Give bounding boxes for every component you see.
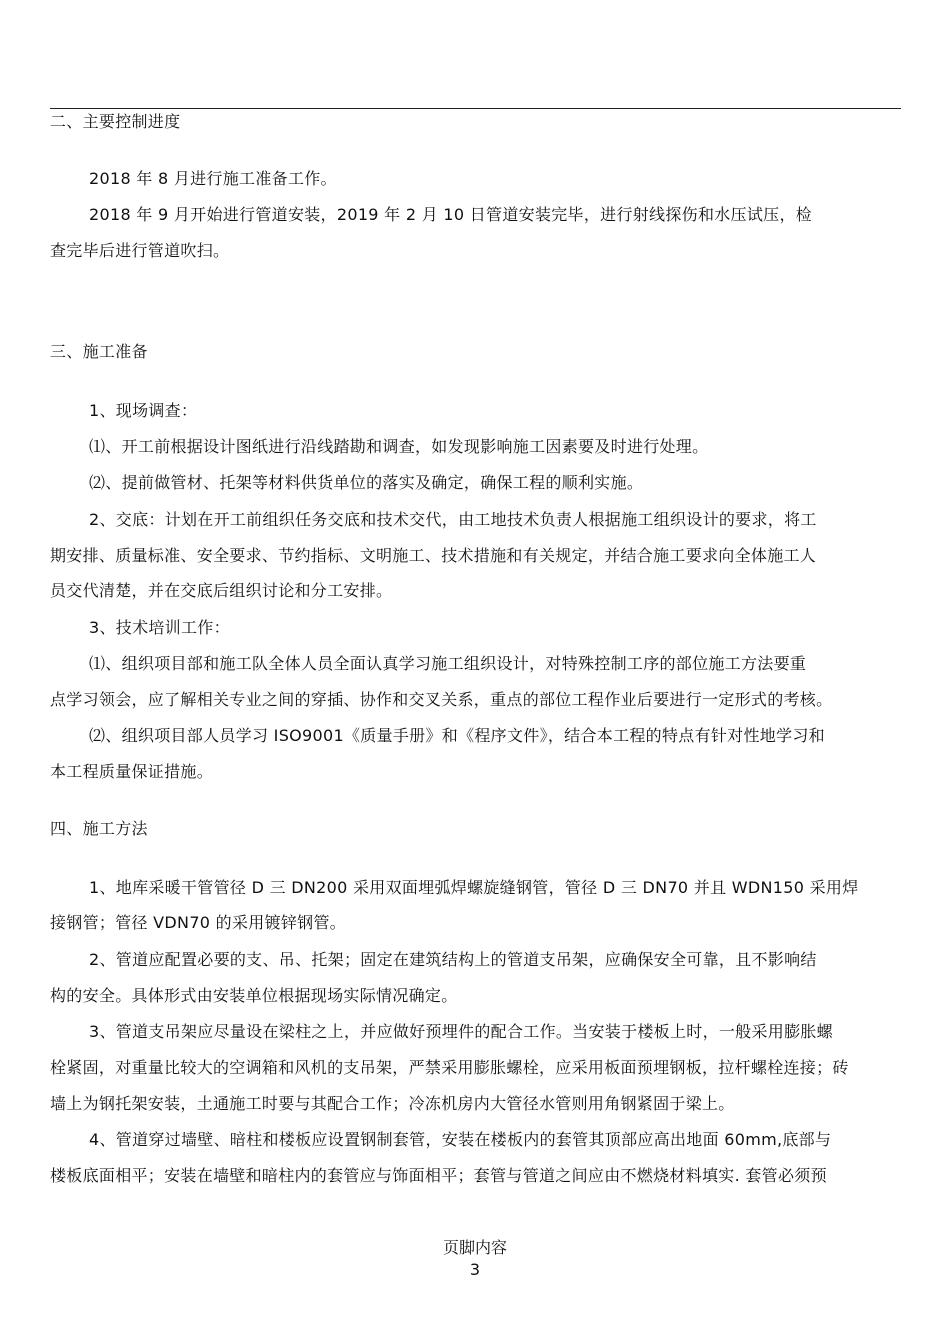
page-number: 3: [469, 1260, 481, 1279]
list-item: ⑵、提前做管材、托架等材料供货单位的落实及确定，确保工程的顺利实施。: [89, 473, 644, 492]
paragraph: 查完毕后进行管道吹扫。: [50, 241, 230, 260]
paragraph: 墙上为钢托架安装，土通施工时要与其配合工作；冷冻机房内大管径水管则用角钢紧固于梁上。: [50, 1094, 735, 1113]
list-item-title: 1、现场调查：: [89, 401, 198, 420]
header-rule: [50, 108, 901, 109]
paragraph: 1、地库采暖干管管径 D 三 DN200 采用双面埋弧焊螺旋缝钢管，管径 D 三 DN70 并且 WDN150 采用焊: [89, 878, 859, 897]
paragraph: 栓紧固，对重量比较大的空调箱和风机的支吊架，严禁采用膨胀螺栓，应采用板面预埋钢板，拉杆螺栓连接；砖: [50, 1058, 849, 1077]
paragraph: 4、管道穿过墙壁、暗柱和楼板应设置钢制套管，安装在楼板内的套管其顶部应高出地面 60mm,底部与: [89, 1130, 832, 1149]
paragraph: 2018 年 8 月进行施工准备工作。: [89, 169, 337, 188]
paragraph: 2018 年 9 月开始进行管道安装，2019 年 2 月 10 日管道安装完毕，进行射线探伤和水压试压，检: [89, 205, 813, 224]
paragraph: 3、管道支吊架应尽量设在梁柱之上，并应做好预埋件的配合工作。当安装于楼板上时，一般采用膨胀螺: [89, 1022, 833, 1041]
paragraph: 2、管道应配置必要的支、吊、托架；固定在建筑结构上的管道支吊架，应确保安全可靠，且不影响结: [89, 950, 817, 969]
section-4-heading: 四、施工方法: [50, 819, 148, 838]
footer-label: 页脚内容: [442, 1238, 507, 1257]
section-3-heading: 三、施工准备: [50, 342, 148, 361]
paragraph: 期安排、质量标准、安全要求、节约指标、文明施工、技术措施和有关规定，并结合施工要求向全体施工人: [50, 546, 817, 565]
list-item: ⑵、组织项目部人员学习 ISO9001《质量手册》和《程序文件》，结合本工程的特点有针对性地学习和: [89, 726, 825, 745]
list-item: 本工程质量保证措施。: [50, 762, 214, 781]
list-item-title: 3、技术培训工作：: [89, 618, 230, 637]
paragraph: 楼板底面相平；安装在墙壁和暗柱内的套管应与饰面相平；套管与管道之间应由不燃烧材料填实. 套管必须预: [50, 1166, 827, 1185]
list-item: 点学习领会，应了解相关专业之间的穿插、协作和交叉关系，重点的部位工程作业后要进行一定形式的考核。: [50, 690, 833, 709]
paragraph: 接钢管；管径 VDN70 的采用镀锌钢管。: [50, 913, 347, 932]
paragraph: 2、交底：计划在开工前组织任务交底和技术交代，由工地技术负责人根据施工组织设计的要求，将工: [89, 510, 817, 529]
section-2-heading: 二、主要控制进度: [50, 112, 181, 131]
list-item: ⑴、开工前根据设计图纸进行沿线踏勘和调查，如发现影响施工因素要及时进行处理。: [89, 437, 709, 456]
paragraph: 构的安全。具体形式由安装单位根据现场实际情况确定。: [50, 986, 458, 1005]
list-item: ⑴、组织项目部和施工队全体人员全面认真学习施工组织设计，对特殊控制工序的部位施工方法要重: [89, 654, 807, 673]
paragraph: 员交代清楚，并在交底后组织讨论和分工安排。: [50, 581, 393, 600]
